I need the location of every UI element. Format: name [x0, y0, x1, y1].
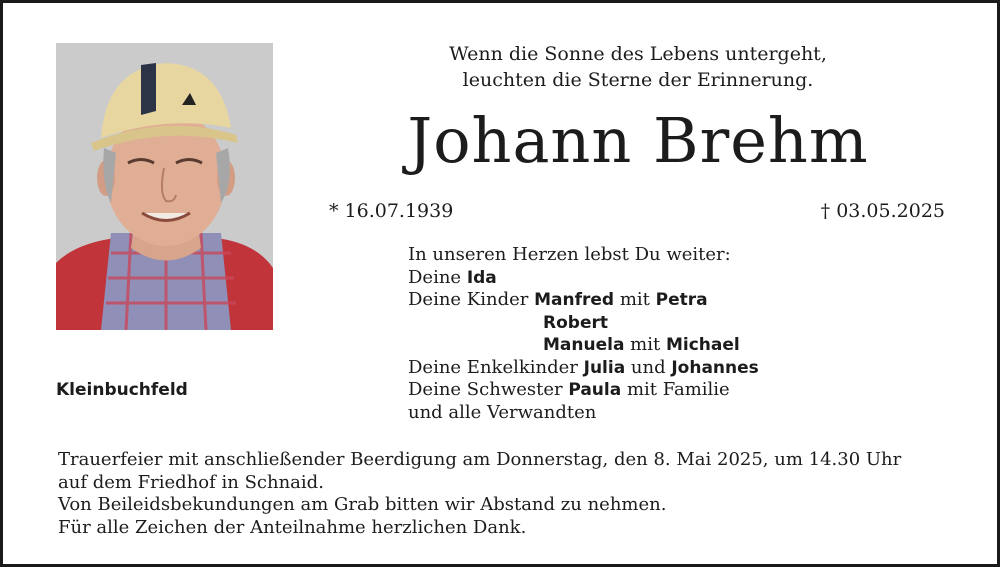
motto-quote	[383, 41, 893, 93]
family-line-child-3: Manuela mit Michael	[543, 334, 740, 355]
footer-line-3: Von Beileidsbekundungen am Grab bitten wir Abstand zu nehmen.	[58, 494, 667, 515]
place-of-residence: Kleinbuchfeld	[56, 380, 188, 400]
footer-line-2: auf dem Friedhof in Schnaid.	[58, 471, 324, 493]
death-date: † 03.05.2025	[820, 200, 945, 222]
family-line-sister: Deine Schwester Paula mit Familie	[408, 379, 730, 400]
deceased-name: Johann Brehm	[407, 104, 869, 177]
family-line-spouse: Deine Ida	[408, 266, 497, 288]
footer-line-4: Für alle Zeichen der Anteilnahme herzlichen Dank.	[58, 516, 527, 538]
family-list	[408, 244, 759, 424]
footer-line-1: Trauerfeier mit anschließender Beerdigung am Donnerstag, den 8. Mai 2025, um 14.30 Uhr	[58, 449, 902, 470]
portrait-photo	[56, 43, 273, 330]
family-line-grandchildren: Deine Enkelkinder Julia und Johannes	[408, 356, 759, 378]
portrait-photo-icon	[56, 43, 273, 330]
family-line-relatives: und alle Verwandten	[408, 401, 597, 423]
funeral-notice	[58, 449, 901, 539]
motto-line-1: Wenn die Sonne des Lebens untergeht,	[449, 43, 827, 65]
birth-date: * 16.07.1939	[329, 200, 454, 222]
family-intro: In unseren Herzen lebst Du weiter:	[408, 244, 731, 265]
family-line-child-2: Robert	[543, 312, 608, 333]
motto-line-2: leuchten die Sterne der Erinnerung.	[462, 69, 814, 91]
family-line-children: Deine Kinder Manfred mit Petra	[408, 289, 708, 310]
